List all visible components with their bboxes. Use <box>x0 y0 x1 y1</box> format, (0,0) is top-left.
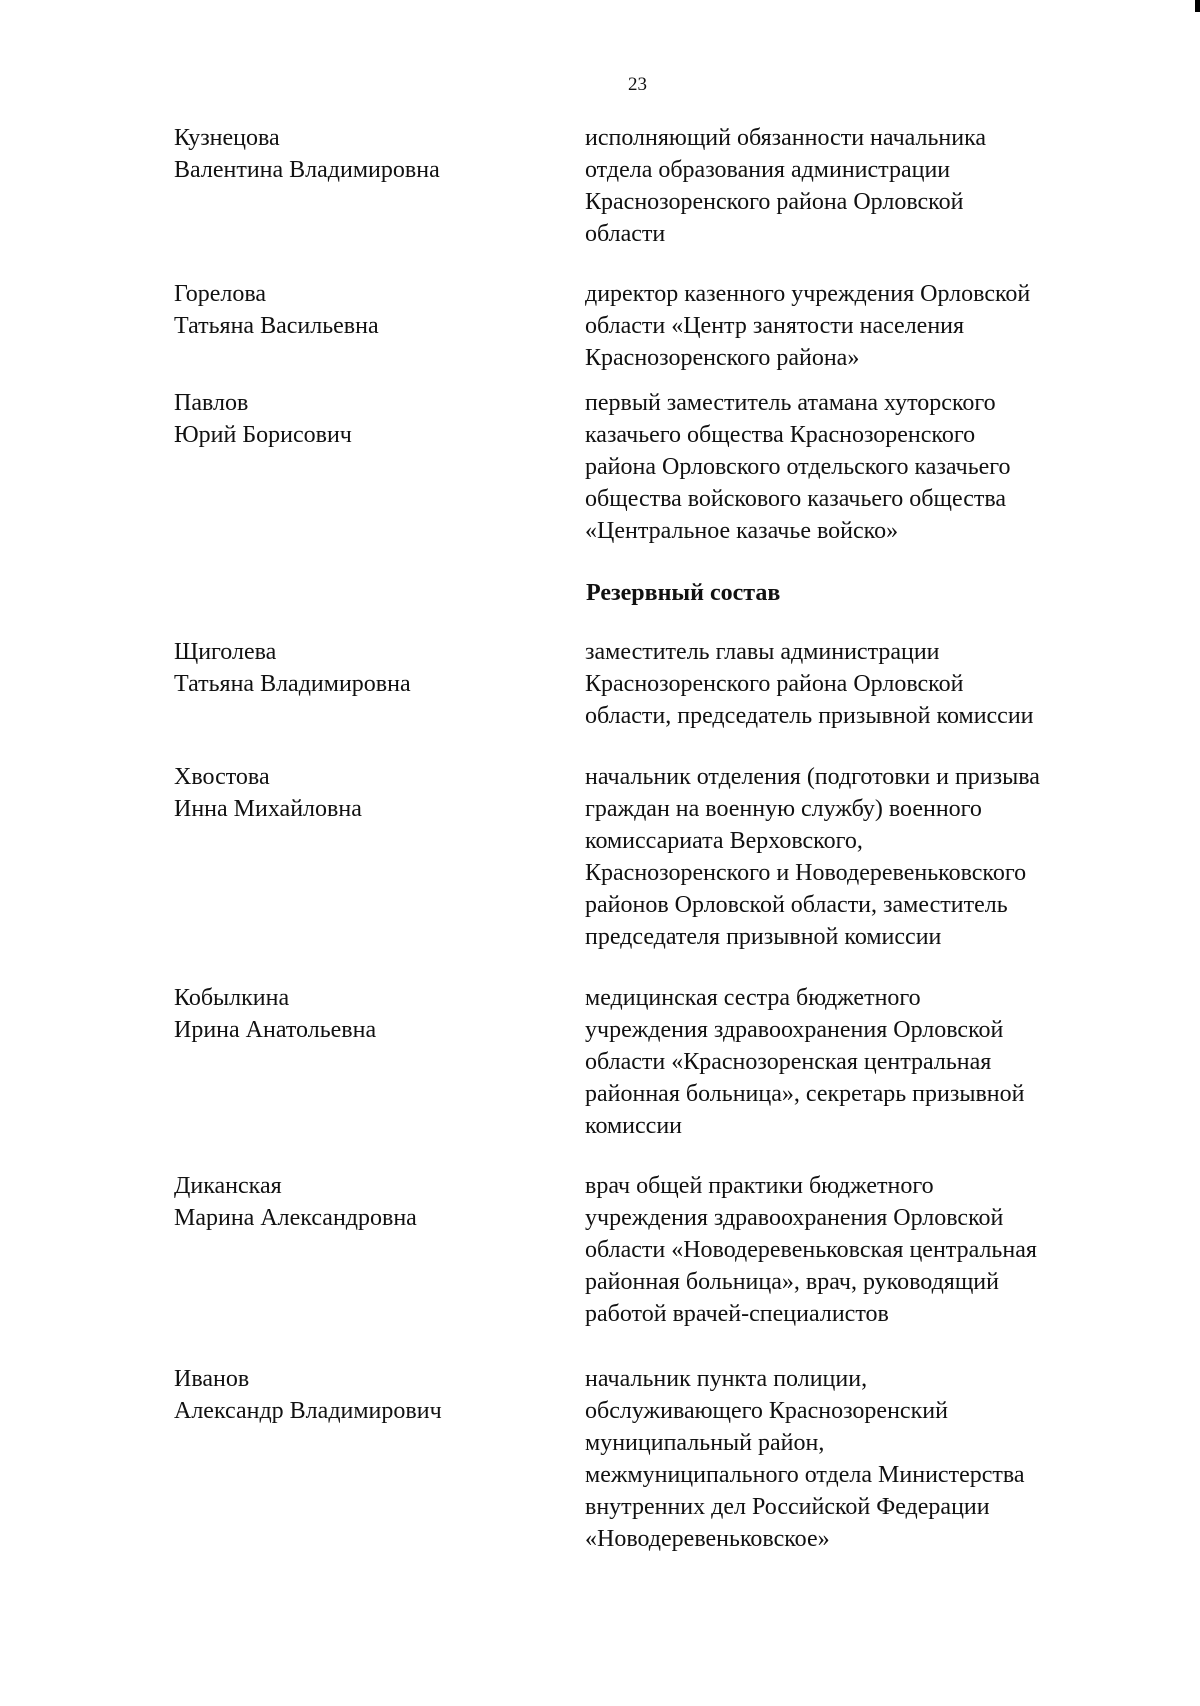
member-name <box>174 387 534 451</box>
position-line: учреждения здравоохранения Орловской <box>585 1017 1004 1043</box>
member-given-names: Марина Александровна <box>174 1205 417 1231</box>
position-line: председателя призывной комиссии <box>585 924 942 950</box>
position-line: комиссии <box>585 1113 683 1139</box>
position-line: Краснозоренского района Орловской <box>585 671 964 697</box>
member-given-names: Ирина Анатольевна <box>174 1017 377 1043</box>
member-position <box>585 1170 1145 1330</box>
member-position <box>585 122 1145 250</box>
reserve-section-heading: Резервный состав <box>586 580 781 606</box>
position-line: отдела образования администрации <box>585 157 951 183</box>
position-line: Краснозоренского района Орловской <box>585 189 964 215</box>
position-line: заместитель главы администрации <box>585 639 940 665</box>
position-line: Краснозоренского и Новодеревеньковского <box>585 860 1027 886</box>
member-name <box>174 1170 534 1234</box>
position-line: области <box>585 221 666 247</box>
member-given-names: Татьяна Васильевна <box>174 313 379 339</box>
member-surname: Хвостова <box>174 764 270 790</box>
position-line: первый заместитель атамана хуторского <box>585 390 996 416</box>
position-line: района Орловского отдельского казачьего <box>585 454 1011 480</box>
position-line: комиссариата Верховского, <box>585 828 863 854</box>
position-line: области «Краснозоренская центральная <box>585 1049 992 1075</box>
position-line: работой врачей-специалистов <box>585 1301 889 1327</box>
position-line: межмуниципального отдела Министерства <box>585 1462 1025 1488</box>
member-name <box>174 636 534 700</box>
page-number: 23 <box>628 74 647 95</box>
position-line: районная больница», секретарь призывной <box>585 1081 1025 1107</box>
position-line: области «Новодеревеньковская центральная <box>585 1237 1037 1263</box>
member-name <box>174 1363 534 1427</box>
member-name <box>174 761 534 825</box>
member-surname: Горелова <box>174 281 267 307</box>
position-line: «Новодеревеньковское» <box>585 1526 830 1552</box>
member-surname: Павлов <box>174 390 249 416</box>
position-line: исполняющий обязанности начальника <box>585 125 987 151</box>
position-line: начальник пункта полиции, <box>585 1366 868 1392</box>
member-given-names: Валентина Владимировна <box>174 157 440 183</box>
position-line: внутренних дел Российской Федерации <box>585 1494 990 1520</box>
member-position <box>585 1363 1145 1555</box>
position-line: области «Центр занятости населения <box>585 313 965 339</box>
position-line: граждан на военную службу) военного <box>585 796 982 822</box>
position-line: области, председатель призывной комиссии <box>585 703 1034 729</box>
position-line: начальник отделения (подготовки и призыва <box>585 764 1040 790</box>
position-line: Краснозоренского района» <box>585 345 860 371</box>
member-surname: Щиголева <box>174 639 277 665</box>
member-name <box>174 122 534 186</box>
position-line: казачьего общества Краснозоренского <box>585 422 976 448</box>
position-line: директор казенного учреждения Орловской <box>585 281 1031 307</box>
member-position <box>585 387 1145 547</box>
member-position <box>585 278 1145 374</box>
position-line: врач общей практики бюджетного <box>585 1173 934 1199</box>
member-position <box>585 761 1145 953</box>
position-line: районная больница», врач, руководящий <box>585 1269 999 1295</box>
position-line: районов Орловской области, заместитель <box>585 892 1008 918</box>
member-given-names: Александр Владимирович <box>174 1398 442 1424</box>
member-name <box>174 982 534 1046</box>
position-line: муниципальный район, <box>585 1430 825 1456</box>
position-line: обслуживающего Краснозоренский <box>585 1398 948 1424</box>
member-position <box>585 636 1145 732</box>
member-surname: Диканская <box>174 1173 282 1199</box>
member-position <box>585 982 1145 1142</box>
member-given-names: Юрий Борисович <box>174 422 352 448</box>
member-surname: Иванов <box>174 1366 250 1392</box>
position-line: медицинская сестра бюджетного <box>585 985 921 1011</box>
member-surname: Кузнецова <box>174 125 280 151</box>
position-line: общества войскового казачьего общества <box>585 486 1007 512</box>
scan-margin-mark <box>1195 0 1200 12</box>
member-name <box>174 278 534 342</box>
position-line: «Центральное казачье войско» <box>585 518 899 544</box>
member-given-names: Татьяна Владимировна <box>174 671 411 697</box>
member-surname: Кобылкина <box>174 985 290 1011</box>
member-given-names: Инна Михайловна <box>174 796 362 822</box>
position-line: учреждения здравоохранения Орловской <box>585 1205 1004 1231</box>
